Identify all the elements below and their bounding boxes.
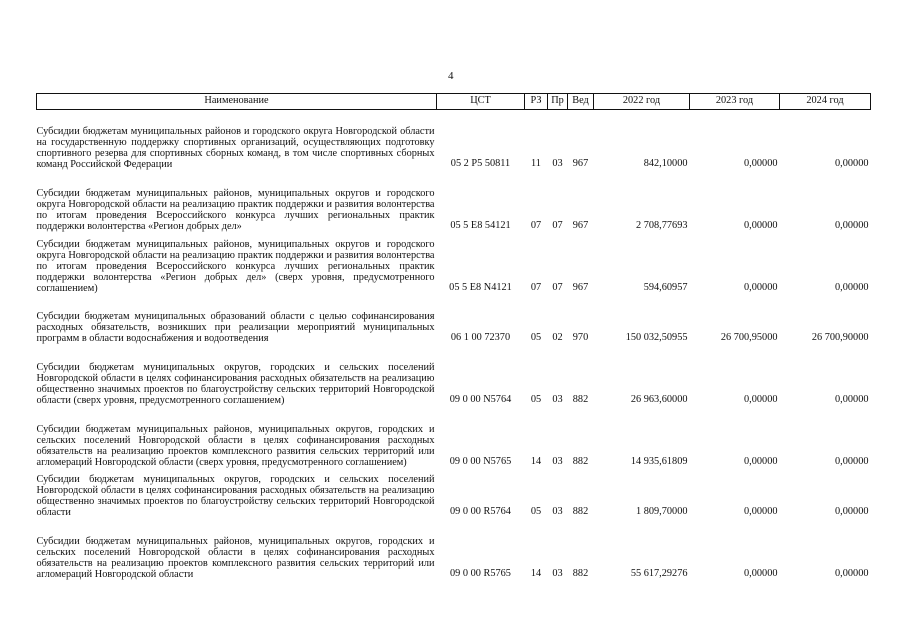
row-pr: 03 (552, 506, 563, 518)
table-row (37, 407, 871, 469)
row-2024: 26 700,90000 (811, 332, 869, 344)
row-pr: 03 (552, 158, 563, 170)
row-2024: 0,00000 (835, 394, 869, 406)
row-2022: 150 032,50955 (625, 332, 688, 344)
row-name: Субсидии бюджетам муниципальных районов, муниципальных округов и городского округа Новгородской области на реализацию практик поддержки и развития волонтерства по итогам проведения Всероссийского конкурса лучших региональных практик поддержки волонтерства «Регион добрых дел» (36, 188, 435, 233)
budget-table (36, 93, 871, 581)
row-rz: 14 (530, 568, 542, 580)
header-pr: Пр (548, 94, 568, 110)
row-name: Субсидии бюджетам муниципальных округов, городских и сельских поселений Новгородской области в целях софинансирования расходных обязательств на реализацию общественно значимых проектов по благоустройству сельских территорий Новгородской области (сверх уровня, предусмотренного соглашением) (36, 362, 435, 407)
row-2024: 0,00000 (835, 456, 869, 468)
header-ved: Вед (568, 94, 594, 110)
row-ved: 967 (572, 220, 589, 232)
row-2022: 2 708,77693 (636, 220, 688, 232)
header-2024: 2024 год (780, 94, 871, 110)
table-row (37, 171, 871, 233)
row-2023: 0,00000 (744, 158, 778, 170)
row-pr: 07 (552, 282, 563, 294)
row-cst: 09 0 00 N5764 (449, 394, 512, 406)
row-cst: 06 1 00 72370 (450, 332, 511, 344)
row-ved: 967 (572, 158, 589, 170)
row-rz: 07 (530, 220, 542, 232)
row-2022: 14 935,61809 (630, 456, 688, 468)
row-cst: 05 5 E8 54121 (450, 220, 511, 232)
header-cst: ЦСТ (437, 94, 525, 110)
row-2022: 55 617,29276 (630, 568, 688, 580)
row-pr: 07 (552, 220, 563, 232)
row-2023: 0,00000 (744, 568, 778, 580)
table-row (37, 295, 871, 345)
row-cst: 09 0 00 N5765 (449, 456, 512, 468)
row-rz: 05 (530, 506, 542, 518)
row-pr: 03 (552, 394, 563, 406)
row-rz: 05 (530, 394, 542, 406)
row-cst: 09 0 00 R5764 (450, 506, 511, 518)
row-pr: 03 (552, 456, 563, 468)
row-2022: 594,60957 (643, 282, 688, 294)
header-row (37, 94, 871, 110)
row-2024: 0,00000 (835, 220, 869, 232)
row-ved: 882 (572, 568, 589, 580)
row-rz: 05 (530, 332, 542, 344)
row-ved: 882 (572, 506, 589, 518)
table-header (37, 94, 871, 110)
table-body (37, 110, 871, 582)
row-rz: 11 (531, 158, 541, 170)
row-cst: 05 5 E8 N4121 (449, 282, 512, 294)
row-2022: 842,10000 (643, 158, 688, 170)
row-ved: 882 (572, 456, 589, 468)
row-name: Субсидии бюджетам муниципальных образований области с целью софинансирования расходных обязательств, возникших при реализации мероприятий муниципальных программ в области водоснабжения и водоотведения (36, 311, 435, 345)
row-name: Субсидии бюджетам муниципальных районов, муниципальных округов, городских и сельских поселений Новгородской области в целях софинансирования расходных обязательств на реализацию проектов комплексного развития сельских территорий или агломераций Новгородской области (36, 536, 435, 581)
header-2022: 2022 год (594, 94, 690, 110)
row-2024: 0,00000 (835, 568, 869, 580)
row-2022: 26 963,60000 (630, 394, 688, 406)
row-2023: 26 700,95000 (720, 332, 778, 344)
row-2023: 0,00000 (744, 456, 778, 468)
row-name: Субсидии бюджетам муниципальных районов, муниципальных округов и городского округа Новгородской области на реализацию практик поддержки и развития волонтерства по итогам проведения Всероссийского конкурса лучших региональных практик поддержки волонтерства «Регион добрых дел» (сверх уровня, предусмотренного соглашением) (36, 239, 435, 295)
header-name: Наименование (37, 94, 437, 110)
row-name: Субсидии бюджетам муниципальных районов и городского округа Новгородской области на государственную поддержку спортивных организаций, осуществляющих подготовку спортивного резерва для спортивных сборных команд, в том числе спортивных сборных команд Российской Федерации (36, 126, 435, 171)
row-ved: 882 (572, 394, 589, 406)
row-2024: 0,00000 (835, 282, 869, 294)
row-ved: 970 (572, 332, 589, 344)
table-row (37, 519, 871, 581)
row-pr: 03 (552, 568, 563, 580)
page-number: 4 (448, 70, 454, 82)
table-row (37, 469, 871, 519)
table-row (37, 345, 871, 407)
row-rz: 14 (530, 456, 542, 468)
row-cst: 09 0 00 R5765 (450, 568, 511, 580)
row-name: Субсидии бюджетам муниципальных районов, муниципальных округов, городских и сельских поселений Новгородской области в целях софинансирования расходных обязательств на реализацию проектов комплексного развития сельских территорий или агломераций Новгородской области (сверх уровня, предусмотренного соглашением) (36, 424, 435, 469)
row-pr: 02 (552, 332, 563, 344)
header-2023: 2023 год (690, 94, 780, 110)
row-2024: 0,00000 (835, 158, 869, 170)
row-2023: 0,00000 (744, 394, 778, 406)
row-rz: 07 (530, 282, 542, 294)
row-2022: 1 809,70000 (636, 506, 688, 518)
row-cst: 05 2 P5 50811 (450, 158, 511, 170)
table-row (37, 110, 871, 172)
row-ved: 967 (572, 282, 589, 294)
row-2024: 0,00000 (835, 506, 869, 518)
table-row (37, 233, 871, 295)
row-2023: 0,00000 (744, 282, 778, 294)
row-2023: 0,00000 (744, 220, 778, 232)
row-2023: 0,00000 (744, 506, 778, 518)
header-rz: РЗ (525, 94, 548, 110)
row-name: Субсидии бюджетам муниципальных округов, городских и сельских поселений Новгородской области в целях софинансирования расходных обязательств на реализацию общественно значимых проектов по благоустройству сельских территорий Новгородской области (36, 474, 435, 519)
